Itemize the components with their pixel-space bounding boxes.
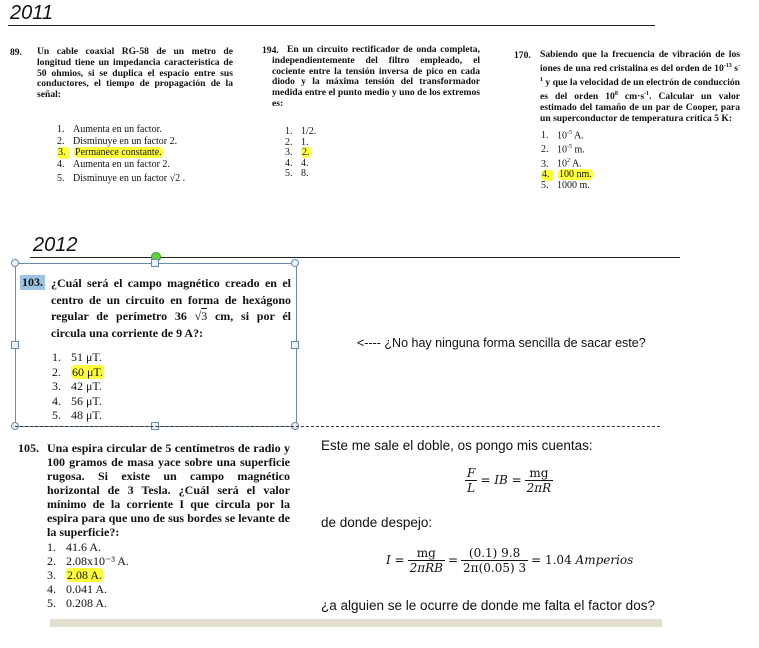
option: 3. 42 μT. (52, 379, 102, 393)
resize-handle[interactable] (291, 259, 299, 267)
option: 1. $10^{-5}$ A. (541, 130, 584, 142)
question-number: 194. (262, 45, 279, 56)
question-number: 89. (10, 47, 22, 58)
question-text: Un cable coaxial RG-58 de un metro de longitud tiene un impedancia caracteristica de 50 ohmios, si se duplica el espacio entre sus conductores, el tiempo de propagación de la señal: (37, 46, 233, 101)
options-list (285, 127, 316, 180)
option-highlighted: 2. 60 μT. (52, 364, 103, 379)
work-middle: de donde despejo: (321, 515, 433, 530)
options-list (47, 540, 129, 610)
option-highlighted: 4. 100 nm. (542, 169, 592, 181)
work-intro: Este me sale el doble, os pongo mis cuentas: (321, 438, 593, 453)
option: 3. $10^2$ A. (541, 158, 582, 170)
question-number: 105. (18, 441, 39, 455)
option-highlighted: 3. 2.08 A. (47, 568, 103, 582)
option: 1. 51 μT. (52, 350, 102, 364)
option: 4. Aumenta en un factor 2. (57, 158, 170, 170)
resize-handle[interactable] (291, 341, 299, 349)
question-text: Una espira circular de 5 centímetros de radio y 100 gramos de masa yace sobre una superficie rugosa. Si existe un campo magnético horizontal de 3 Tesla. ¿Cuál será el valor mínimo de la corriente I que circula por la espira para que uno de sus bordes se levante de la superficie?: (47, 441, 290, 539)
year-2011-heading: 2011 (10, 2, 54, 24)
option: 2. 1. (285, 136, 309, 148)
equation-2: I = $\frac{mg}{\text{2πRB}}$ = $\frac{(0.1) 9.8}{2\pi(0.05) 3}$ = 1.04 Amperios (386, 546, 634, 575)
work-question: ¿a alguien se le ocurre de donde me falta el factor dos? (321, 598, 655, 613)
options-list (541, 128, 593, 192)
option-highlighted: 3. Permanece constante. (58, 147, 162, 158)
option: 5. 8. (285, 168, 309, 179)
year-2012-heading: 2012 (33, 234, 78, 256)
resize-handle[interactable] (151, 259, 159, 267)
options-list (57, 124, 185, 185)
option: 1. 41.6 A. (47, 540, 102, 554)
option: 4. 0.041 A. (47, 582, 108, 596)
option: 5. 48 μT. (52, 408, 102, 422)
option: 5. 0.208 A. (47, 596, 108, 610)
option: 5. 1000 m. (541, 180, 590, 192)
option: 4. 4. (285, 157, 309, 169)
equation-1: $\frac{F}{L}$ = IB = $\frac{mg}{2\pi R}$ (467, 466, 552, 495)
resize-handle[interactable] (11, 341, 19, 349)
question-text: Sabiendo que la frecuencia de vibración de los iones de una red cristalina es del orden de $10^{-13}$ $s^{-1}$ y que la velocidad de un electrón de conducción es del orden $10^8$ $cm\cdot s^{-1}$. Calcular un valor estimado del tamaño de un par de Cooper, para un superconductor de temperatura crítica 5 K: (540, 49, 740, 124)
option: 2. $10^{-5}$ m. (541, 144, 585, 156)
option: 1. 1/2. (285, 126, 317, 137)
option: 4. 56 μT. (52, 393, 102, 408)
resize-handle[interactable] (11, 259, 19, 267)
question-text: ¿Cuál será el campo magnético creado en el centro de un circuito en forma de hexágono regular de perímetro 36 √3 cm, si por él circula una corriente de 9 A?: (51, 276, 291, 340)
option: 1. Aumenta en un factor. (57, 124, 162, 135)
options-list (52, 350, 104, 423)
section-divider (15, 426, 660, 427)
option-highlighted: 3. 2. (285, 147, 310, 158)
question-number-selected: 103. (22, 275, 43, 289)
comment-text: <---- ¿No hay ninguna forma sencilla de sacar este? (357, 336, 646, 350)
divider (8, 25, 655, 26)
question-number: 170. (514, 50, 531, 61)
question-text: En un circuito rectificador de onda completa, independientemente del filtro empleado, el cociente entre la tensión inversa de pico en cada diodo y la máxima tensión del transformador medida entre el punto medio y uno de los extremos es: (272, 44, 480, 109)
option: 2. 2.08x10⁻³ A. (47, 554, 129, 568)
horizontal-scrollbar[interactable] (50, 619, 662, 627)
option: 5. Disminuye en un factor √2 . (57, 173, 186, 184)
option: 2. Disminuye en un factor 2. (57, 135, 178, 147)
divider (30, 257, 680, 258)
